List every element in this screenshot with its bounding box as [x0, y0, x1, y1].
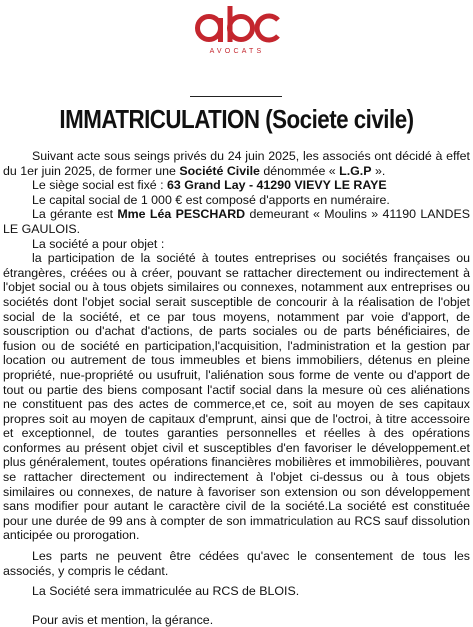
- registered-address: 63 Grand Lay - 41290 VIEVY LE RAYE: [167, 178, 387, 193]
- abc-logo-icon: [190, 4, 284, 48]
- company-form: Société Civile: [179, 163, 260, 178]
- company-name: L.G.P: [339, 163, 372, 178]
- notice-title: IMMATRICULATION (Societe civile): [59, 104, 414, 134]
- paragraph-manager: [3, 207, 470, 236]
- paragraph-closing: Pour avis et mention, la gérance.: [32, 612, 214, 627]
- text: demeurant « Moulins » 41190 LANDES LE GAULOIS.: [3, 207, 470, 236]
- divider: [190, 96, 282, 97]
- notice-body: [3, 149, 470, 627]
- logo-subtitle: AVOCATS: [209, 48, 265, 55]
- text: Le siège social est fixé :: [32, 178, 167, 193]
- abc-avocats-logo: [190, 4, 284, 60]
- paragraph-registered-office: [3, 178, 470, 193]
- manager-name: Mme Léa PESCHARD: [117, 207, 246, 222]
- paragraph-purpose: la participation de la société à toutes entreprises ou sociétés françaises ou étrangères, créées ou à créer, pouvant se rattacher directement ou indirectement à l'objet social ou à tous objets similaires ou connexes, notamment aux entreprises ou sociétés dont l'objet social serait susceptible de concourir à la réalisation de l'objet social de la société, et ce par tous moyens, notamment par voie d'apport, de souscription ou d'achat d'actions, de parts sociales ou de parts bénéficiaires, de fusion ou de société en participation,l'acquisition, l'administration et la gestion par location ou autrement de tous immeubles et biens immobiliers, détenus en pleine propriété, nue-propriété ou usufruit, l'aliénation sous forme de vente ou d'apport de tout ou partie des biens composant l'actif social dans la mesure où ces aliénations ne constituent pas des actes de commerce,et ce, soit au moyen de ses capitaux propres soit au moyen de capitaux d'emprunt, ainsi que de l'octroi, à titre accessoire et exceptionnel, de toutes garanties personnelles et réelles à des opérations conformes au présent objet civil et susceptibles d'en favoriser le développement.et plus généralement, toutes opérations financières mobilières et immobilières, pouvant se rattacher directement ou indirectement à l'objet ci-dessus ou à tous objets similaires ou connexes, de nature à favoriser son extension ou son développement sans modifier pour autant le caractère civil de la société.La société est constituée pour une durée de 99 ans à compter de son immatriculation au RCS sauf dissolution anticipée ou prorogation.: [3, 251, 470, 543]
- paragraph-capital: Le capital social de 1 000 € est composé d'apports en numéraire.: [32, 192, 390, 207]
- text: dénommée «: [259, 163, 340, 178]
- paragraph-shares: Les parts ne peuvent être cédées qu'avec le consentement de tous les associés, y compris le cédant.: [3, 549, 470, 578]
- text: ».: [371, 163, 386, 178]
- paragraph-formation: [3, 149, 470, 178]
- paragraph-registration: La Société sera immatriculée au RCS de BLOIS.: [32, 584, 300, 599]
- text: Suivant acte sous seings privés du 24 juin 2025, les associés ont décidé à effet du 1er juin 2025, de former une: [3, 149, 470, 178]
- paragraph-purpose-heading: La société a pour objet :: [32, 236, 165, 251]
- text: La gérante est: [32, 207, 118, 222]
